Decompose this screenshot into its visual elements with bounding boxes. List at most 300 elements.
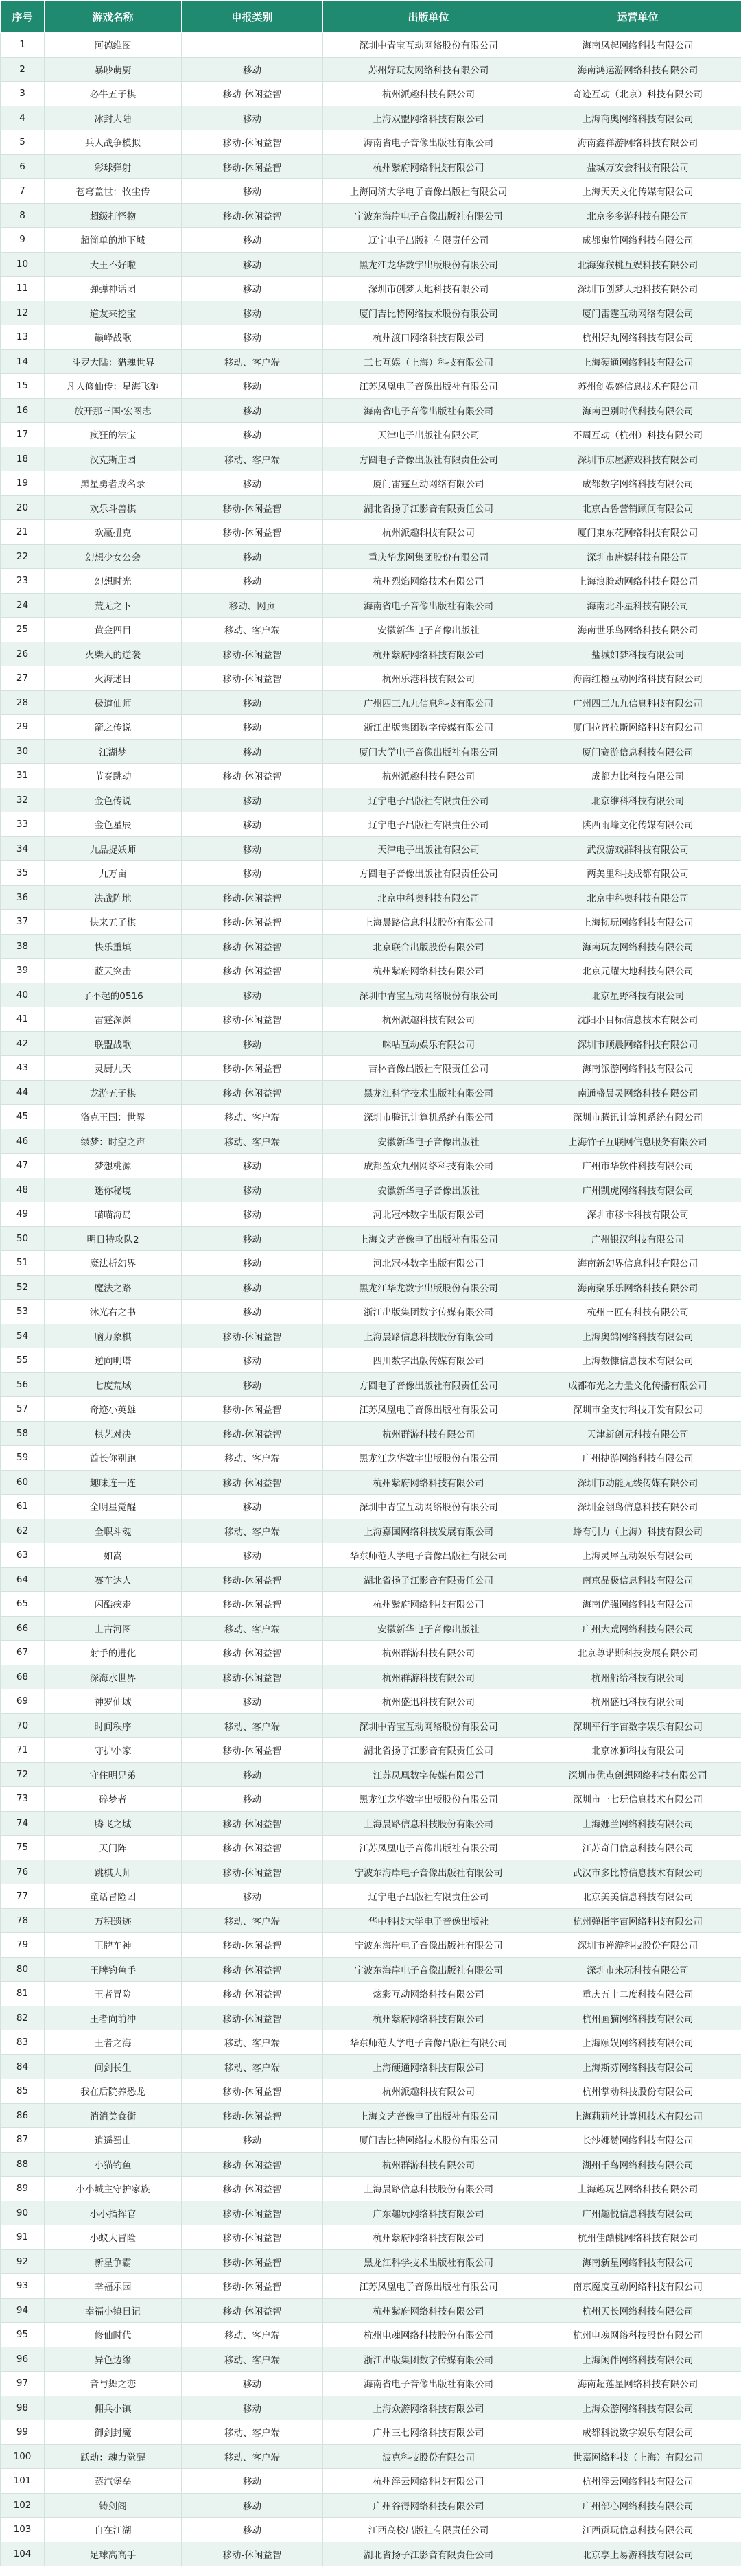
cell-publisher: 上海双盟网络科技有限公司 bbox=[323, 106, 534, 130]
cell-publisher: 杭州紫府网络科技有限公司 bbox=[323, 642, 534, 666]
cell-publisher: 深圳市创梦天地科技有限公司 bbox=[323, 277, 534, 301]
table-row bbox=[1, 618, 741, 642]
cell-game-name: 幸福小镇日记 bbox=[45, 2298, 182, 2323]
cell-index: 8 bbox=[1, 203, 45, 228]
cell-publisher: 吉林音像出版社有限责任公司 bbox=[323, 1056, 534, 1081]
cell-operator: 深圳市唐娱科技有限公司 bbox=[534, 544, 741, 569]
table-row bbox=[1, 1713, 741, 1738]
cell-category: 移动 bbox=[182, 739, 323, 764]
cell-game-name: 王者向前冲 bbox=[45, 2006, 182, 2030]
cell-category: 移动 bbox=[182, 1762, 323, 1787]
cell-operator: 北京中科奥科技有限公司 bbox=[534, 885, 741, 910]
cell-operator: 海南鸿运游网络科技有限公司 bbox=[534, 57, 741, 82]
cell-operator: 武汉市多比特信息技术有限公司 bbox=[534, 1860, 741, 1884]
table-row bbox=[1, 1689, 741, 1714]
table-row bbox=[1, 1543, 741, 1568]
cell-category: 移动-休闲益智 bbox=[182, 934, 323, 959]
cell-index: 95 bbox=[1, 2323, 45, 2347]
cell-operator: 海南优强网络科技有限公司 bbox=[534, 1592, 741, 1617]
cell-publisher: 杭州浮云网络科技有限公司 bbox=[323, 2469, 534, 2494]
cell-index: 1 bbox=[1, 33, 45, 58]
cell-operator: 广州趣悦信息科技有限公司 bbox=[534, 2201, 741, 2225]
cell-operator: 北京美美信息科技有限公司 bbox=[534, 1884, 741, 1909]
cell-game-name: 阿德维图 bbox=[45, 33, 182, 58]
cell-index: 42 bbox=[1, 1031, 45, 1056]
cell-category: 移动-休闲益智 bbox=[182, 885, 323, 910]
cell-index: 17 bbox=[1, 423, 45, 447]
table-row bbox=[1, 2201, 741, 2225]
cell-index: 94 bbox=[1, 2298, 45, 2323]
cell-game-name: 全职斗魂 bbox=[45, 1519, 182, 1543]
table-row bbox=[1, 252, 741, 277]
cell-operator: 苏州创娱盛信息技术有限公司 bbox=[534, 374, 741, 399]
cell-category: 移动-休闲益智 bbox=[182, 1397, 323, 1422]
cell-publisher: 黑龙江龙华数字出版股份有限公司 bbox=[323, 252, 534, 277]
cell-game-name: 九万亩 bbox=[45, 861, 182, 886]
cell-publisher: 杭州派趣科技有限公司 bbox=[323, 2079, 534, 2104]
cell-category: 移动、客户端 bbox=[182, 349, 323, 374]
cell-operator: 上海数慷信息技术有限公司 bbox=[534, 1348, 741, 1373]
cell-publisher: 浙江出版集团数字传媒有限公司 bbox=[323, 715, 534, 740]
cell-operator: 杭州画猫网络科技有限公司 bbox=[534, 2006, 741, 2030]
cell-index: 65 bbox=[1, 1592, 45, 1617]
cell-publisher: 天津电子出版社有限公司 bbox=[323, 423, 534, 447]
cell-category: 移动-休闲益智 bbox=[182, 2006, 323, 2030]
cell-publisher: 杭州紫府网络科技有限公司 bbox=[323, 2225, 534, 2250]
cell-game-name: 极道仙师 bbox=[45, 690, 182, 715]
table-row bbox=[1, 1129, 741, 1154]
cell-operator: 杭州好丸网络科技有限公司 bbox=[534, 325, 741, 350]
table-row bbox=[1, 2372, 741, 2396]
cell-game-name: 小小城主守护家族 bbox=[45, 2177, 182, 2201]
cell-category: 移动-休闲益智 bbox=[182, 154, 323, 179]
cell-index: 24 bbox=[1, 593, 45, 618]
table-row bbox=[1, 2177, 741, 2201]
cell-publisher: 厦门雷霆互动网络有限公司 bbox=[323, 471, 534, 496]
table-row bbox=[1, 203, 741, 228]
table-row bbox=[1, 1787, 741, 1812]
cell-operator: 世嘉网络科技（上海）有限公司 bbox=[534, 2444, 741, 2469]
cell-publisher: 方圆电子音像出版社有限责任公司 bbox=[323, 447, 534, 471]
cell-game-name: 绿梦：时空之声 bbox=[45, 1129, 182, 1154]
cell-publisher: 深圳中青宝互动网络股份有限公司 bbox=[323, 1713, 534, 1738]
cell-index: 92 bbox=[1, 2249, 45, 2274]
cell-publisher: 杭州派趣科技有限公司 bbox=[323, 764, 534, 788]
cell-operator: 上海浪脸动网络科技有限公司 bbox=[534, 569, 741, 594]
table-row bbox=[1, 2079, 741, 2104]
table-row bbox=[1, 1080, 741, 1105]
cell-category: 移动 bbox=[182, 1031, 323, 1056]
table-row bbox=[1, 1495, 741, 1519]
table-row bbox=[1, 325, 741, 350]
cell-index: 32 bbox=[1, 788, 45, 812]
cell-index: 97 bbox=[1, 2372, 45, 2396]
cell-game-name: 棋艺对决 bbox=[45, 1421, 182, 1446]
table-row bbox=[1, 349, 741, 374]
cell-operator: 南京魔度互动网络科技有限公司 bbox=[534, 2274, 741, 2299]
cell-category: 移动 bbox=[182, 57, 323, 82]
table-row bbox=[1, 2249, 741, 2274]
table-row bbox=[1, 228, 741, 253]
cell-game-name: 明日特攻队2 bbox=[45, 1226, 182, 1251]
cell-game-name: 冰封大陆 bbox=[45, 106, 182, 130]
cell-game-name: 碎梦者 bbox=[45, 1787, 182, 1812]
table-row bbox=[1, 642, 741, 666]
cell-index: 26 bbox=[1, 642, 45, 666]
cell-category: 移动 bbox=[182, 228, 323, 253]
cell-operator: 上海颐娱网络科技有限公司 bbox=[534, 2030, 741, 2055]
cell-operator: 上海天天文化传媒有限公司 bbox=[534, 179, 741, 204]
cell-publisher: 深圳中青宝互动网络股份有限公司 bbox=[323, 1495, 534, 1519]
table-header bbox=[1, 1, 741, 33]
cell-game-name: 节奏跳动 bbox=[45, 764, 182, 788]
cell-game-name: 快来五子棋 bbox=[45, 910, 182, 935]
cell-index: 53 bbox=[1, 1300, 45, 1324]
table-row bbox=[1, 910, 741, 935]
cell-index: 52 bbox=[1, 1275, 45, 1300]
cell-index: 25 bbox=[1, 618, 45, 642]
cell-index: 29 bbox=[1, 715, 45, 740]
table-row bbox=[1, 1372, 741, 1397]
cell-operator: 成都鬼竹网络科技有限公司 bbox=[534, 228, 741, 253]
cell-publisher: 湖北省扬子江影音有限责任公司 bbox=[323, 1567, 534, 1592]
cell-publisher: 厦门大学电子音像出版社有限公司 bbox=[323, 739, 534, 764]
cell-publisher: 杭州紫府网络科技有限公司 bbox=[323, 2006, 534, 2030]
cell-category: 移动 bbox=[182, 277, 323, 301]
table-row bbox=[1, 1908, 741, 1933]
cell-index: 4 bbox=[1, 106, 45, 130]
cell-index: 67 bbox=[1, 1641, 45, 1665]
cell-publisher: 上海嘉国网络科技发展有限公司 bbox=[323, 1519, 534, 1543]
cell-game-name: 弹弹神话团 bbox=[45, 277, 182, 301]
table-row bbox=[1, 1957, 741, 1982]
cell-category: 移动-休闲益智 bbox=[182, 1470, 323, 1495]
cell-category: 移动、客户端 bbox=[182, 2444, 323, 2469]
cell-index: 50 bbox=[1, 1226, 45, 1251]
table-row bbox=[1, 301, 741, 325]
cell-index: 72 bbox=[1, 1762, 45, 1787]
table-row bbox=[1, 1592, 741, 1617]
cell-category: 移动-休闲益智 bbox=[182, 520, 323, 545]
cell-publisher: 安徽新华电子音像出版社 bbox=[323, 1178, 534, 1202]
table-row bbox=[1, 1324, 741, 1348]
cell-index: 68 bbox=[1, 1665, 45, 1689]
cell-index: 31 bbox=[1, 764, 45, 788]
cell-category: 移动-休闲益智 bbox=[182, 203, 323, 228]
cell-operator: 广州捷游网络科技有限公司 bbox=[534, 1446, 741, 1471]
cell-publisher: 杭州派趣科技有限公司 bbox=[323, 1007, 534, 1032]
cell-index: 90 bbox=[1, 2201, 45, 2225]
cell-operator: 上海硬通网络科技有限公司 bbox=[534, 349, 741, 374]
cell-operator: 北京多多游科技有限公司 bbox=[534, 203, 741, 228]
cell-operator: 深圳平行宇宙数字娱乐有限公司 bbox=[534, 1713, 741, 1738]
cell-operator: 深圳市创梦天地科技有限公司 bbox=[534, 277, 741, 301]
cell-operator: 杭州弹指宇宙网络科技有限公司 bbox=[534, 1908, 741, 1933]
cell-index: 101 bbox=[1, 2469, 45, 2494]
table-row bbox=[1, 130, 741, 155]
cell-operator: 海南新幻界信息科技有限公司 bbox=[534, 1251, 741, 1276]
cell-category: 移动、客户端 bbox=[182, 1446, 323, 1471]
cell-index: 44 bbox=[1, 1080, 45, 1105]
table-row bbox=[1, 1470, 741, 1495]
cell-operator: 重庆五十二度科技有限公司 bbox=[534, 1982, 741, 2006]
header-operator: 运营单位 bbox=[534, 1, 741, 33]
cell-game-name: 蒸汽堡垒 bbox=[45, 2469, 182, 2494]
cell-game-name: 自在江湖 bbox=[45, 2518, 182, 2542]
cell-index: 84 bbox=[1, 2054, 45, 2079]
cell-index: 23 bbox=[1, 569, 45, 594]
cell-index: 70 bbox=[1, 1713, 45, 1738]
cell-operator: 海南凤起网络科技有限公司 bbox=[534, 33, 741, 58]
cell-operator: 成都科锐数字娱乐有限公司 bbox=[534, 2420, 741, 2445]
cell-operator: 厦门拉普拉斯网络科技有限公司 bbox=[534, 715, 741, 740]
cell-index: 9 bbox=[1, 228, 45, 253]
cell-publisher: 杭州渡口网络科技有限公司 bbox=[323, 325, 534, 350]
cell-category: 移动、客户端 bbox=[182, 447, 323, 471]
cell-index: 75 bbox=[1, 1836, 45, 1860]
cell-game-name: 荒无之下 bbox=[45, 593, 182, 618]
cell-category: 移动-休闲益智 bbox=[182, 1641, 323, 1665]
table-row bbox=[1, 423, 741, 447]
cell-index: 62 bbox=[1, 1519, 45, 1543]
cell-publisher: 杭州紫府网络科技有限公司 bbox=[323, 959, 534, 983]
table-row bbox=[1, 2030, 741, 2055]
cell-game-name: 魔法析幻界 bbox=[45, 1251, 182, 1276]
cell-game-name: 万积遗迹 bbox=[45, 1908, 182, 1933]
cell-index: 74 bbox=[1, 1811, 45, 1836]
cell-category: 移动-休闲益智 bbox=[182, 1982, 323, 2006]
table-row bbox=[1, 2542, 741, 2566]
cell-operator: 深圳市全支付科技开发有限公司 bbox=[534, 1397, 741, 1422]
cell-category: 移动 bbox=[182, 252, 323, 277]
table-row bbox=[1, 1762, 741, 1787]
cell-index: 30 bbox=[1, 739, 45, 764]
table-row bbox=[1, 277, 741, 301]
cell-index: 34 bbox=[1, 836, 45, 861]
table-row bbox=[1, 1836, 741, 1860]
cell-category: 移动、客户端 bbox=[182, 618, 323, 642]
cell-index: 100 bbox=[1, 2444, 45, 2469]
cell-game-name: 时间秩序 bbox=[45, 1713, 182, 1738]
cell-publisher: 江苏凤凰电子音像出版社有限公司 bbox=[323, 2274, 534, 2299]
cell-operator: 江西贡玩信息科技有限公司 bbox=[534, 2518, 741, 2542]
cell-publisher: 三七互娱（上海）科技有限公司 bbox=[323, 349, 534, 374]
cell-game-name: 江湖梦 bbox=[45, 739, 182, 764]
cell-category: 移动、客户端 bbox=[182, 1908, 323, 1933]
cell-operator: 杭州电魂网络科技股份有限公司 bbox=[534, 2323, 741, 2347]
cell-category: 移动 bbox=[182, 1543, 323, 1568]
cell-operator: 杭州三匠有科技有限公司 bbox=[534, 1300, 741, 1324]
cell-index: 28 bbox=[1, 690, 45, 715]
cell-game-name: 逍遥蜀山 bbox=[45, 2128, 182, 2153]
cell-category: 移动 bbox=[182, 179, 323, 204]
table-row bbox=[1, 2152, 741, 2177]
cell-publisher: 黑龙江科学技术出版社有限公司 bbox=[323, 1080, 534, 1105]
cell-category: 移动 bbox=[182, 715, 323, 740]
table-row bbox=[1, 1007, 741, 1032]
cell-publisher: 华东师范大学电子音像出版社有限公司 bbox=[323, 2030, 534, 2055]
cell-category: 移动-休闲益智 bbox=[182, 2177, 323, 2201]
cell-index: 73 bbox=[1, 1787, 45, 1812]
cell-publisher: 杭州群游科技有限公司 bbox=[323, 1665, 534, 1689]
table-row bbox=[1, 2225, 741, 2250]
table-row bbox=[1, 154, 741, 179]
table-row bbox=[1, 934, 741, 959]
cell-publisher: 北京中科奥科技有限公司 bbox=[323, 885, 534, 910]
cell-operator: 海南超莲星网络科技有限公司 bbox=[534, 2372, 741, 2396]
cell-game-name: 迷你秘境 bbox=[45, 1178, 182, 1202]
cell-operator: 上海闲伴网络科技有限公司 bbox=[534, 2347, 741, 2372]
cell-category: 移动-休闲益智 bbox=[182, 1933, 323, 1958]
cell-game-name: 灵厨九天 bbox=[45, 1056, 182, 1081]
table-row bbox=[1, 569, 741, 594]
cell-index: 10 bbox=[1, 252, 45, 277]
cell-category: 移动-休闲益智 bbox=[182, 2152, 323, 2177]
cell-index: 89 bbox=[1, 2177, 45, 2201]
cell-publisher: 天津电子出版社有限公司 bbox=[323, 836, 534, 861]
cell-game-name: 跳棋大师 bbox=[45, 1860, 182, 1884]
cell-index: 58 bbox=[1, 1421, 45, 1446]
cell-game-name: 疯狂的法宝 bbox=[45, 423, 182, 447]
cell-category: 移动 bbox=[182, 544, 323, 569]
cell-category: 移动-休闲益智 bbox=[182, 2201, 323, 2225]
cell-game-name: 腾飞之城 bbox=[45, 1811, 182, 1836]
cell-publisher: 杭州紫府网络科技有限公司 bbox=[323, 154, 534, 179]
cell-publisher: 杭州乐港科技有限公司 bbox=[323, 666, 534, 691]
cell-category: 移动-休闲益智 bbox=[182, 910, 323, 935]
cell-publisher: 深圳中青宝互动网络股份有限公司 bbox=[323, 983, 534, 1007]
cell-game-name: 七度荒域 bbox=[45, 1372, 182, 1397]
cell-index: 21 bbox=[1, 520, 45, 545]
cell-operator: 深圳市禅游科技股份有限公司 bbox=[534, 1933, 741, 1958]
cell-publisher: 杭州紫府网络科技有限公司 bbox=[323, 1592, 534, 1617]
cell-category: 移动-休闲益智 bbox=[182, 2225, 323, 2250]
cell-index: 61 bbox=[1, 1495, 45, 1519]
cell-operator: 奇迹互动（北京）科技有限公司 bbox=[534, 82, 741, 106]
cell-category: 移动-休闲益智 bbox=[182, 1056, 323, 1081]
cell-category: 移动 bbox=[182, 1178, 323, 1202]
table-row bbox=[1, 1031, 741, 1056]
cell-index: 88 bbox=[1, 2152, 45, 2177]
cell-category: 移动 bbox=[182, 325, 323, 350]
cell-category: 移动-休闲益智 bbox=[182, 2274, 323, 2299]
table-row bbox=[1, 2396, 741, 2420]
cell-operator: 北京古鲁营销顾问有限公司 bbox=[534, 495, 741, 520]
cell-category: 移动 bbox=[182, 423, 323, 447]
cell-index: 39 bbox=[1, 959, 45, 983]
cell-publisher: 杭州电魂网络科技股份有限公司 bbox=[323, 2323, 534, 2347]
cell-game-name: 王者之海 bbox=[45, 2030, 182, 2055]
cell-game-name: 超简单的地下城 bbox=[45, 228, 182, 253]
cell-game-name: 联盟战歌 bbox=[45, 1031, 182, 1056]
cell-game-name: 巅峰战歌 bbox=[45, 325, 182, 350]
cell-operator: 北京享上易游科技有限公司 bbox=[534, 2542, 741, 2566]
cell-category: 移动-休闲益智 bbox=[182, 1592, 323, 1617]
cell-publisher: 辽宁电子出版社有限责任公司 bbox=[323, 228, 534, 253]
cell-game-name: 黄金四目 bbox=[45, 618, 182, 642]
cell-category: 移动 bbox=[182, 2518, 323, 2542]
table-row bbox=[1, 1105, 741, 1129]
cell-game-name: 如嵩 bbox=[45, 1543, 182, 1568]
cell-operator: 厦门東东花网络科技有限公司 bbox=[534, 520, 741, 545]
cell-publisher: 上海晨路信息科技股份有限公司 bbox=[323, 2177, 534, 2201]
cell-publisher: 安徽新华电子音像出版社 bbox=[323, 1616, 534, 1641]
cell-index: 76 bbox=[1, 1860, 45, 1884]
cell-publisher: 宁波东海岸电子音像出版社有限公司 bbox=[323, 1933, 534, 1958]
cell-game-name: 王者冒险 bbox=[45, 1982, 182, 2006]
cell-publisher: 湖北省扬子江影音有限责任公司 bbox=[323, 495, 534, 520]
cell-game-name: 小小指挥官 bbox=[45, 2201, 182, 2225]
cell-index: 77 bbox=[1, 1884, 45, 1909]
cell-operator: 江苏奇门信息科技有限公司 bbox=[534, 1836, 741, 1860]
cell-publisher: 杭州紫府网络科技有限公司 bbox=[323, 2298, 534, 2323]
table-row bbox=[1, 1056, 741, 1081]
cell-category: 移动 bbox=[182, 812, 323, 837]
cell-category: 移动 bbox=[182, 1372, 323, 1397]
cell-operator: 北海猕猴桃互娱科技有限公司 bbox=[534, 252, 741, 277]
cell-game-name: 射手的进化 bbox=[45, 1641, 182, 1665]
cell-publisher: 黑龙江龙华数字出版股份有限公司 bbox=[323, 1787, 534, 1812]
table-row bbox=[1, 447, 741, 471]
cell-game-name: 喵喵海岛 bbox=[45, 1202, 182, 1227]
cell-index: 38 bbox=[1, 934, 45, 959]
cell-index: 40 bbox=[1, 983, 45, 1007]
cell-game-name: 了不起的0516 bbox=[45, 983, 182, 1007]
cell-category: 移动 bbox=[182, 1275, 323, 1300]
cell-operator: 上海斯芬网络科技有限公司 bbox=[534, 2054, 741, 2079]
cell-game-name: 赛车达人 bbox=[45, 1567, 182, 1592]
cell-index: 64 bbox=[1, 1567, 45, 1592]
cell-category: 移动、客户端 bbox=[182, 1105, 323, 1129]
cell-index: 13 bbox=[1, 325, 45, 350]
cell-operator: 天津新创元科技有限公司 bbox=[534, 1421, 741, 1446]
cell-publisher: 宁波东海岸电子音像出版社有限公司 bbox=[323, 203, 534, 228]
header-category: 申报类别 bbox=[182, 1, 323, 33]
cell-category: 移动-休闲益智 bbox=[182, 82, 323, 106]
cell-game-name: 龙游五子棋 bbox=[45, 1080, 182, 1105]
cell-operator: 海南玩友网络科技有限公司 bbox=[534, 934, 741, 959]
cell-category: 移动-休闲益智 bbox=[182, 2249, 323, 2274]
table-row bbox=[1, 812, 741, 837]
table-row bbox=[1, 2054, 741, 2079]
cell-index: 43 bbox=[1, 1056, 45, 1081]
cell-operator: 深圳市移卡科技有限公司 bbox=[534, 1202, 741, 1227]
cell-category: 移动-休闲益智 bbox=[182, 1738, 323, 1763]
cell-index: 78 bbox=[1, 1908, 45, 1933]
cell-index: 20 bbox=[1, 495, 45, 520]
cell-publisher: 海南省电子音像出版社有限公司 bbox=[323, 398, 534, 423]
cell-category: 移动-休闲益智 bbox=[182, 2298, 323, 2323]
cell-game-name: 幻想少女公会 bbox=[45, 544, 182, 569]
cell-game-name: 问剑长生 bbox=[45, 2054, 182, 2079]
cell-operator: 广州银汉科技有限公司 bbox=[534, 1226, 741, 1251]
cell-index: 33 bbox=[1, 812, 45, 837]
cell-index: 16 bbox=[1, 398, 45, 423]
cell-publisher: 咪咕互动娱乐有限公司 bbox=[323, 1031, 534, 1056]
cell-category: 移动-休闲益智 bbox=[182, 2542, 323, 2566]
cell-operator: 杭州盛迅科技有限公司 bbox=[534, 1689, 741, 1714]
cell-index: 85 bbox=[1, 2079, 45, 2104]
cell-game-name: 跃动：魂力觉醒 bbox=[45, 2444, 182, 2469]
cell-game-name: 足球高高手 bbox=[45, 2542, 182, 2566]
cell-game-name: 金色传说 bbox=[45, 788, 182, 812]
cell-game-name: 修仙时代 bbox=[45, 2323, 182, 2347]
cell-game-name: 超级打怪物 bbox=[45, 203, 182, 228]
cell-game-name: 音与舞之恋 bbox=[45, 2372, 182, 2396]
cell-operator: 成都力比科技有限公司 bbox=[534, 764, 741, 788]
cell-index: 103 bbox=[1, 2518, 45, 2542]
table-row bbox=[1, 495, 741, 520]
